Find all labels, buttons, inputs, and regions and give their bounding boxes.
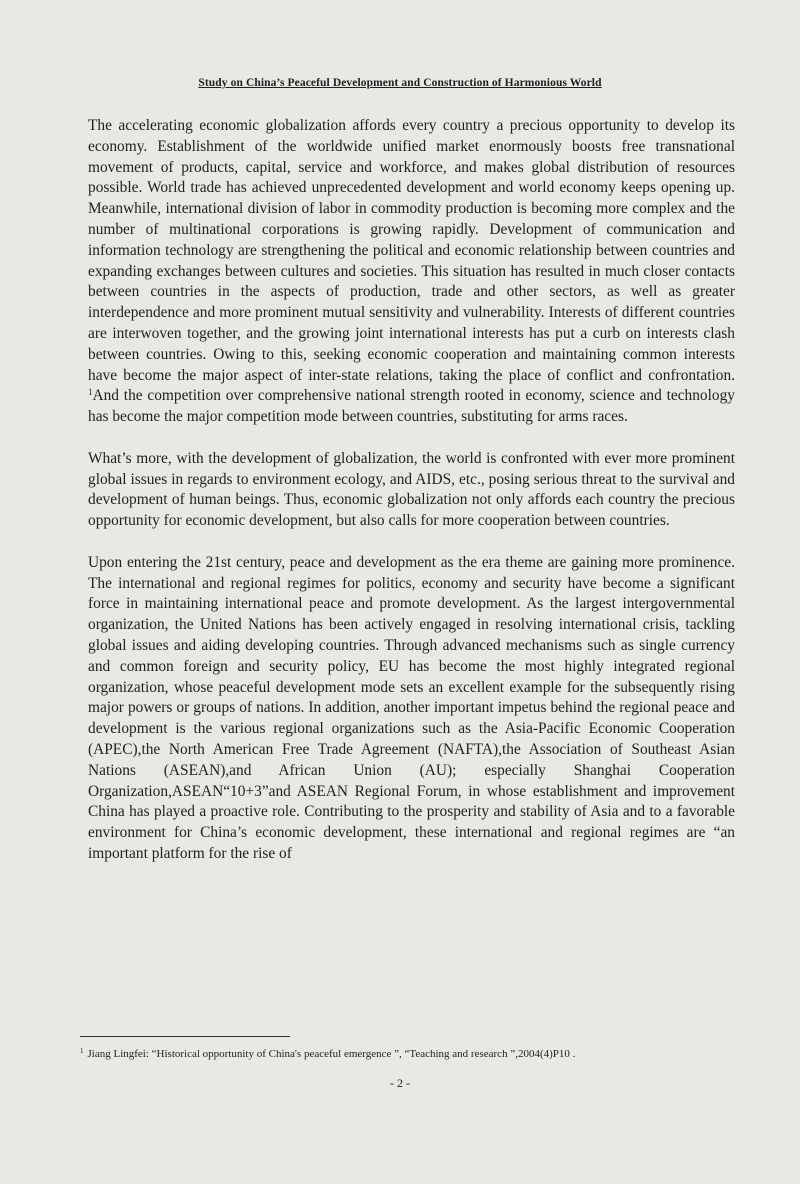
footnote bbox=[80, 1047, 740, 1061]
paragraph-global-issues: What’s more, with the development of globalization, the world is confronted with ever more prominent global issues in regards to environment ecology, and AIDS, etc., posing serious threat to the survival and development of human beings. Thus, economic globalization not only affords each country the precious opportunity for economic development, but also calls for more cooperation between countries. bbox=[88, 449, 735, 530]
page-number: - 2 - bbox=[390, 1076, 410, 1090]
paragraph-text: And the competition over comprehensive national strength rooted in economy, science and technology has become the major competition mode between countries, substituting for arms races. bbox=[88, 387, 735, 426]
paragraph-globalization bbox=[88, 116, 735, 428]
body-text bbox=[88, 116, 735, 885]
footnote-text: Jiang Lingfei: “Historical opportunity of China's peaceful emergence ”, “Teaching and research ”,2004(4)P10 . bbox=[87, 1048, 576, 1060]
footnote-reference: 1 bbox=[88, 387, 93, 398]
footnote-divider bbox=[80, 1036, 290, 1037]
running-header: Study on China’s Peaceful Development and Construction of Harmonious World bbox=[198, 77, 602, 89]
footnote-marker: 1 bbox=[80, 1047, 84, 1055]
paragraph-text: The accelerating economic globalization affords every country a precious opportunity to develop its economy. Establishment of the worldwide unified market enormously boosts free transnational movement of products, capital, service and workforce, and makes global distribution of resources possible. World trade has achieved unprecedented development and world economy keeps opening up. Meanwhile, international division of labor in commodity production is becoming more complex and the number of multinational corporations is growing rapidly. Development of communication and information technology are strengthening the political and economic relationship between countries and expanding exchanges between cultures and societies. This situation has resulted in much closer contacts between countries in the aspects of production, trade and other sectors, as well as greater interdependence and more prominent mutual sensitivity and vulnerability. Interests of different countries are interwoven together, and the growing joint international interests has put a curb on interests clash between countries. Owing to this, seeking economic cooperation and maintaining common interests have become the major aspect of inter-state relations, taking the place of conflict and confrontation. bbox=[88, 117, 735, 384]
paragraph-21st-century: Upon entering the 21st century, peace and development as the era theme are gaining more prominence. The international and regional regimes for politics, economy and security have become a significant force in maintaining international peace and promote development. As the largest intergovernmental organization, the United Nations has been actively engaged in resolving international crisis, tackling global issues and aiding developing countries. Through advanced mechanisms such as single currency and common foreign and security policy, EU has become the most highly integrated regional organization, whose peaceful development mode sets an excellent example for the subsequently rising major powers or groups of nations. In addition, another important impetus behind the regional peace and development is the various regional organizations such as the Asia-Pacific Economic Cooperation (APEC),the North American Free Trade Agreement (NAFTA),the Association of Southeast Asian Nations (ASEAN),and African Union (AU); especially Shanghai Cooperation Organization,ASEAN“10+3”and ASEAN Regional Forum, in whose establishment and improvement China has played a proactive role. Contributing to the prosperity and stability of Asia and to a favorable environment for China’s economic development, these international and regional regimes are “an important platform for the rise of bbox=[88, 553, 735, 862]
